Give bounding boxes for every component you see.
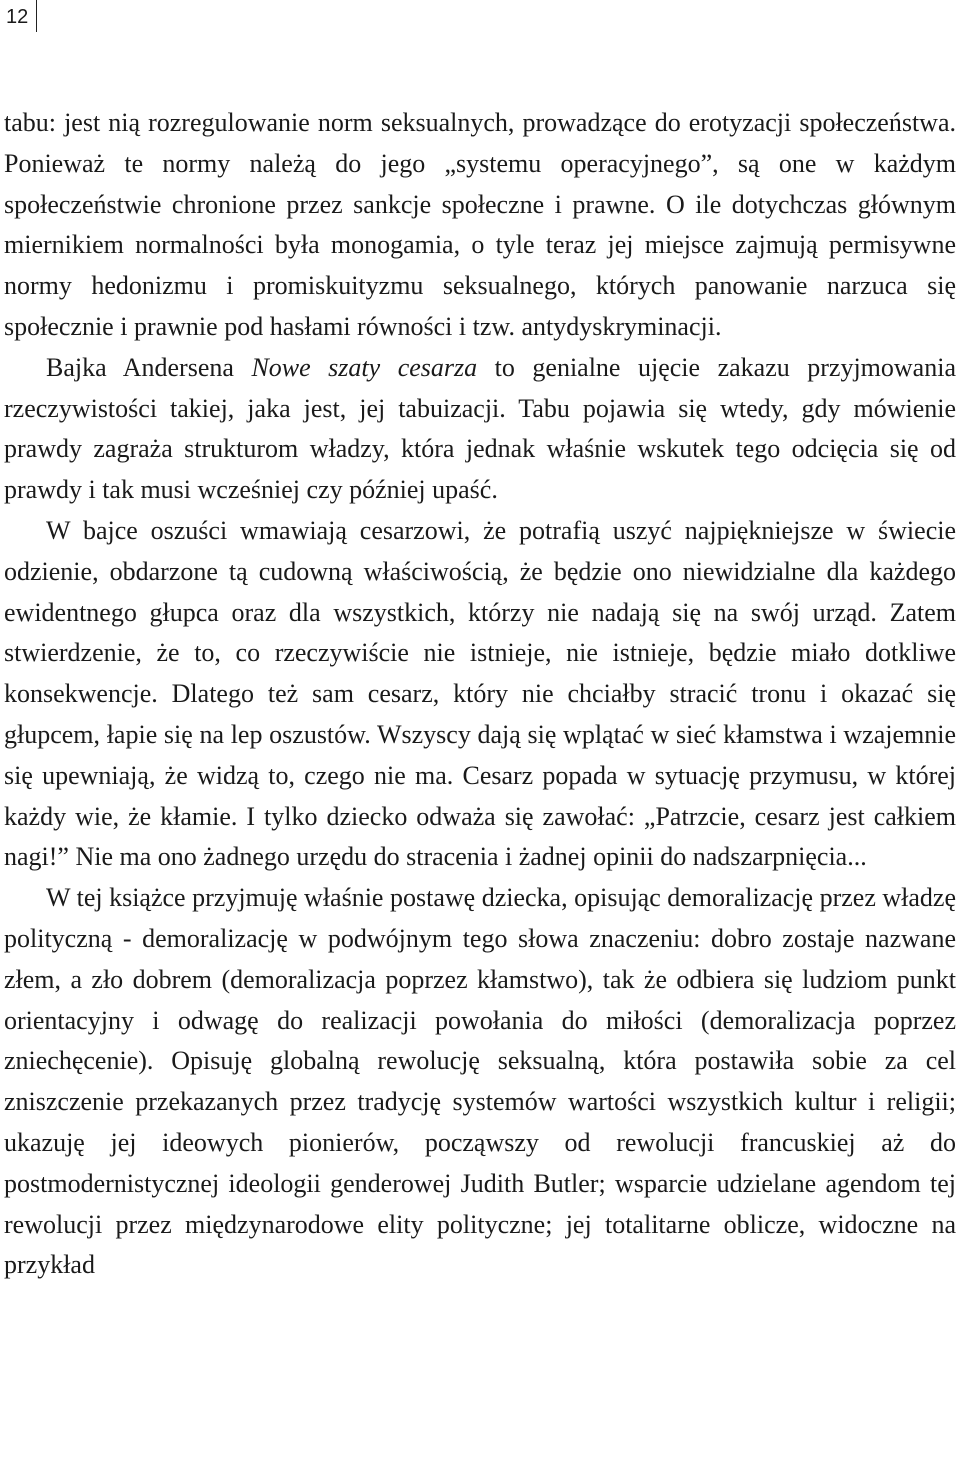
page-header [0, 0, 37, 44]
book-title: Nowe szaty cesarza [251, 352, 478, 382]
paragraph-4 [4, 878, 956, 1286]
paragraph-3 [4, 511, 956, 878]
paragraph-3-part2: Zatem stwierdzenie, że to, co rzeczywiście nie istnieje, nie istnieje, będzie miało dotkliwe konsekwencje. Dlatego też sam cesarz, który nie chciałby stracić tronu i okazać się głupcem, łapie się na lep oszustów. Wszyscy dają się wplątać w sieć kłamstwa i wzajemnie się upewniają, że widzą to, czego nie ma. Cesarz popada w sytuację przymusu, w której każdy wie, że kłamie. I tylko dziecko odważa się zawołać: „Patrzcie, cesarz jest całkiem nagi!” Nie ma ono żadnego urzędu do stracenia i żadnej opinii do nadszarpnięcia... [4, 597, 956, 872]
paragraph-4-text: W tej książce przyjmuję właśnie postawę dziecka, opisując demoralizację przez władzę polityczną - demoralizację w podwójnym tego słowa znaczeniu: dobro zostaje nazwane złem, a zło dobrem (demoralizacja poprzez kłamstwo), tak że odbiera się ludziom punkt orientacyjny i odwagę do realizacji powołania do miłości (demoralizacja poprzez zniechęcenie). Opisuję globalną rewolucję seksualną, która postawiła sobie za cel zniszczenie przekazanych przez tradycję systemów wartości wszystkich kultur i religii; ukazuję jej ideowych pionierów, począwszy od rewolucji francuskiej aż do postmodernistycznej ideologii genderowej Judith Butler; wsparcie udzielane agendom tej rewolucji przez międzynarodowe elity polityczne; jej totalitarne oblicze, widoczne na przykład [4, 883, 956, 1280]
paragraph-1 [4, 103, 956, 348]
paragraph-2 [4, 348, 956, 511]
paragraph-2-after-title: to genialne ujęcie zakazu przyjmowania rzeczywistości takiej, jaka jest, jej tabuizacji. [4, 352, 956, 423]
paragraph-2-intro: Bajka Andersena [46, 352, 252, 382]
page-body [4, 103, 956, 1286]
paragraph-2-rest: Tabu pojawia się wtedy, gdy mówienie prawdy zagraża strukturom władzy, która jednak właśnie wskutek tego odcięcia się od prawdy i tak musi wcześniej czy później upaść. [4, 393, 956, 505]
paragraph-1-part2: O ile dotychczas głównym miernikiem normalności była monogamia, o tyle teraz jej miejsce zajmują permisywne normy hedonizmu i promiskuityzmu seksualnego, których panowanie narzuca się społecznie i prawnie pod hasłami równości i tzw. antydyskryminacji. [4, 189, 956, 341]
paragraph-1-part1: tabu: jest nią rozregulowanie norm seksualnych, prowadzące do erotyzacji społeczeństwa. Ponieważ te normy należą do jego „systemu operacyjnego”, są one w każdym społeczeństwie chronione przez sankcje społeczne i prawne. [4, 108, 956, 219]
paragraph-3-part1: W bajce oszuści wmawiają cesarzowi, że potrafią uszyć najpiękniejsze w świecie odzienie, obdarzone tą cudowną właściwością, że będzie ono niewidzialne dla każdego ewidentnego głupca oraz dla wszystkich, którzy nie nadają się na swój urząd. [4, 515, 956, 627]
page-number: 12 [0, 0, 37, 32]
